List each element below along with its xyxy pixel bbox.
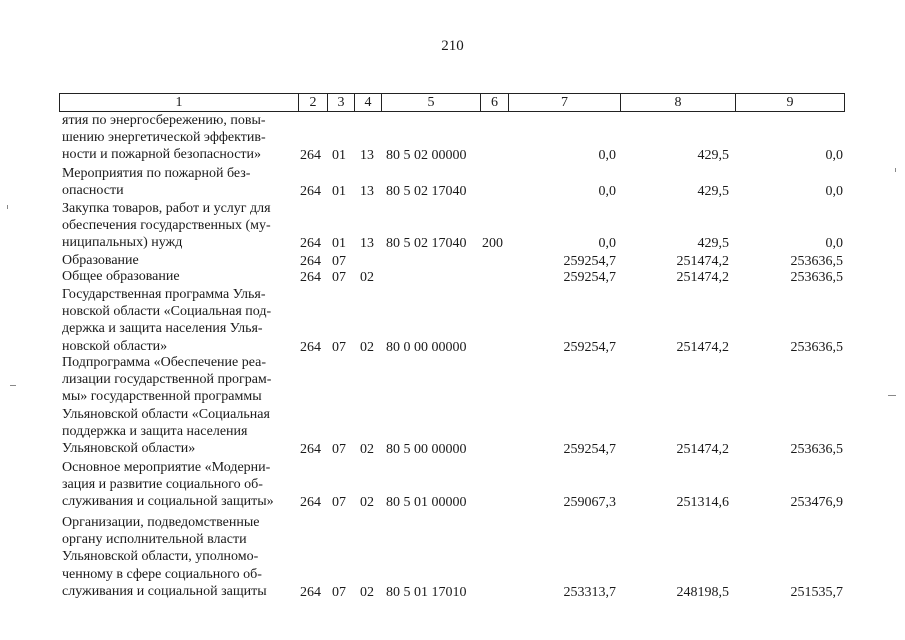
description-line: ности и пожарной безопасности» — [62, 147, 262, 163]
cell-value-8: 251474,2 — [676, 339, 729, 355]
header-cell-7: 7 — [508, 93, 620, 112]
cell-value-9: 253636,5 — [790, 270, 843, 285]
row-description — [62, 252, 294, 269]
scan-mark — [895, 168, 896, 172]
cell-razdel: 07 — [332, 254, 346, 269]
cell-razdel: 07 — [332, 584, 346, 600]
cell-podrazdel: 02 — [360, 442, 374, 457]
header-cell-6: 6 — [480, 93, 508, 112]
cell-razdel: 07 — [332, 270, 346, 285]
description-line: Ульяновской области» — [62, 441, 196, 457]
cell-value-9: 0,0 — [825, 236, 843, 252]
description-line: шению энергетической эффектив- — [62, 130, 266, 146]
cell-podrazdel: 02 — [360, 495, 374, 511]
cell-value-7: 0,0 — [598, 236, 616, 252]
cell-value-7: 259254,7 — [563, 254, 616, 269]
header-cell-2: 2 — [298, 93, 327, 112]
cell-value-9: 253476,9 — [790, 495, 843, 511]
row-description — [62, 268, 294, 285]
cell-value-7: 259254,7 — [563, 442, 616, 457]
cell-glavny: 264 — [300, 270, 321, 285]
cell-value-8: 251474,2 — [676, 442, 729, 457]
cell-podrazdel: 13 — [360, 148, 374, 164]
description-line: Образование — [62, 253, 139, 268]
scan-mark — [7, 205, 8, 209]
cell-tselevaya-statya: 80 5 02 17040 — [386, 184, 467, 200]
cell-glavny: 264 — [300, 184, 321, 200]
cell-glavny: 264 — [300, 584, 321, 600]
cell-podrazdel: 13 — [360, 184, 374, 200]
page-number: 210 — [441, 38, 464, 54]
header-cell-8: 8 — [620, 93, 735, 112]
description-line: органу исполнительной власти — [62, 532, 247, 548]
cell-glavny: 264 — [300, 442, 321, 457]
cell-glavny: 264 — [300, 495, 321, 511]
description-line: Государственная программа Улья- — [62, 287, 266, 302]
header-cell-9: 9 — [735, 93, 845, 112]
cell-podrazdel: 02 — [360, 270, 374, 285]
cell-value-8: 248198,5 — [676, 584, 729, 600]
cell-value-7: 259254,7 — [563, 270, 616, 285]
cell-value-9: 253636,5 — [790, 254, 843, 269]
header-cell-3: 3 — [327, 93, 354, 112]
cell-value-9: 0,0 — [825, 148, 843, 164]
cell-value-7: 0,0 — [598, 184, 616, 200]
description-line: служивания и социальной защиты» — [62, 494, 274, 510]
description-line: Основное мероприятие «Модерни- — [62, 460, 271, 475]
description-line: Подпрограмма «Обеспечение реа- — [62, 355, 267, 370]
cell-glavny: 264 — [300, 148, 321, 164]
description-line: зация и развитие социального об- — [62, 477, 263, 493]
description-line: Организации, подведомственные — [62, 515, 260, 530]
row-description — [62, 200, 294, 252]
cell-value-9: 251535,7 — [790, 584, 843, 600]
cell-value-8: 251474,2 — [676, 254, 729, 269]
cell-value-8: 251314,6 — [676, 495, 729, 511]
cell-podrazdel: 02 — [360, 584, 374, 600]
cell-value-7: 259254,7 — [563, 339, 616, 355]
row-description — [62, 286, 294, 355]
row-description — [62, 112, 294, 164]
description-line: Ульяновской области, уполномо- — [62, 549, 259, 565]
description-line: новской области «Социальная под- — [62, 304, 272, 320]
description-line: служивания и социальной защиты — [62, 583, 267, 599]
row-description — [62, 514, 294, 600]
cell-podrazdel: 13 — [360, 236, 374, 252]
description-line: поддержка и защита населения — [62, 423, 248, 439]
description-line: опасности — [62, 183, 124, 199]
cell-value-7: 259067,3 — [563, 495, 616, 511]
row-description — [62, 459, 294, 511]
cell-value-9: 253636,5 — [790, 339, 843, 355]
cell-podrazdel: 02 — [360, 339, 374, 355]
description-line: ченному в сфере социального об- — [62, 566, 262, 582]
cell-tselevaya-statya: 80 5 00 00000 — [386, 442, 467, 457]
cell-tselevaya-statya: 80 5 01 17010 — [386, 584, 467, 600]
description-line: ниципальных) нужд — [62, 235, 183, 251]
cell-value-7: 253313,7 — [563, 584, 616, 600]
cell-glavny: 264 — [300, 236, 321, 252]
description-line: Мероприятия по пожарной без- — [62, 166, 251, 181]
cell-razdel: 07 — [332, 495, 346, 511]
cell-value-9: 0,0 — [825, 184, 843, 200]
row-description — [62, 165, 294, 199]
description-line: Ульяновской области «Социальная — [62, 406, 270, 422]
description-line: ятия по энергосбережению, повы- — [62, 113, 266, 128]
description-line: Закупка товаров, работ и услуг для — [62, 201, 271, 216]
header-cell-1: 1 — [59, 93, 298, 112]
cell-tselevaya-statya: 80 0 00 00000 — [386, 339, 467, 355]
cell-tselevaya-statya: 80 5 01 00000 — [386, 495, 467, 511]
cell-value-7: 0,0 — [598, 148, 616, 164]
cell-vid-raskhodov: 200 — [482, 236, 503, 252]
header-cell-5: 5 — [381, 93, 480, 112]
cell-glavny: 264 — [300, 254, 321, 269]
description-line: держка и защита населения Улья- — [62, 321, 263, 337]
cell-razdel: 01 — [332, 148, 346, 164]
cell-value-8: 429,5 — [697, 148, 729, 164]
cell-value-9: 253636,5 — [790, 442, 843, 457]
cell-tselevaya-statya: 80 5 02 17040 — [386, 236, 467, 252]
cell-value-8: 429,5 — [697, 184, 729, 200]
header-cell-4: 4 — [354, 93, 381, 112]
cell-value-8: 429,5 — [697, 236, 729, 252]
cell-razdel: 01 — [332, 184, 346, 200]
scan-mark — [888, 395, 896, 396]
cell-glavny: 264 — [300, 339, 321, 355]
row-description — [62, 354, 294, 457]
description-line: новской области» — [62, 338, 168, 354]
cell-razdel: 01 — [332, 236, 346, 252]
description-line: Общее образование — [62, 269, 180, 284]
cell-razdel: 07 — [332, 339, 346, 355]
cell-value-8: 251474,2 — [676, 270, 729, 285]
cell-tselevaya-statya: 80 5 02 00000 — [386, 148, 467, 164]
description-line: обеспечения государственных (му- — [62, 218, 271, 234]
description-line: лизации государственной програм- — [62, 372, 272, 388]
description-line: мы» государственной программы — [62, 389, 262, 405]
cell-razdel: 07 — [332, 442, 346, 457]
scan-mark — [10, 385, 16, 386]
